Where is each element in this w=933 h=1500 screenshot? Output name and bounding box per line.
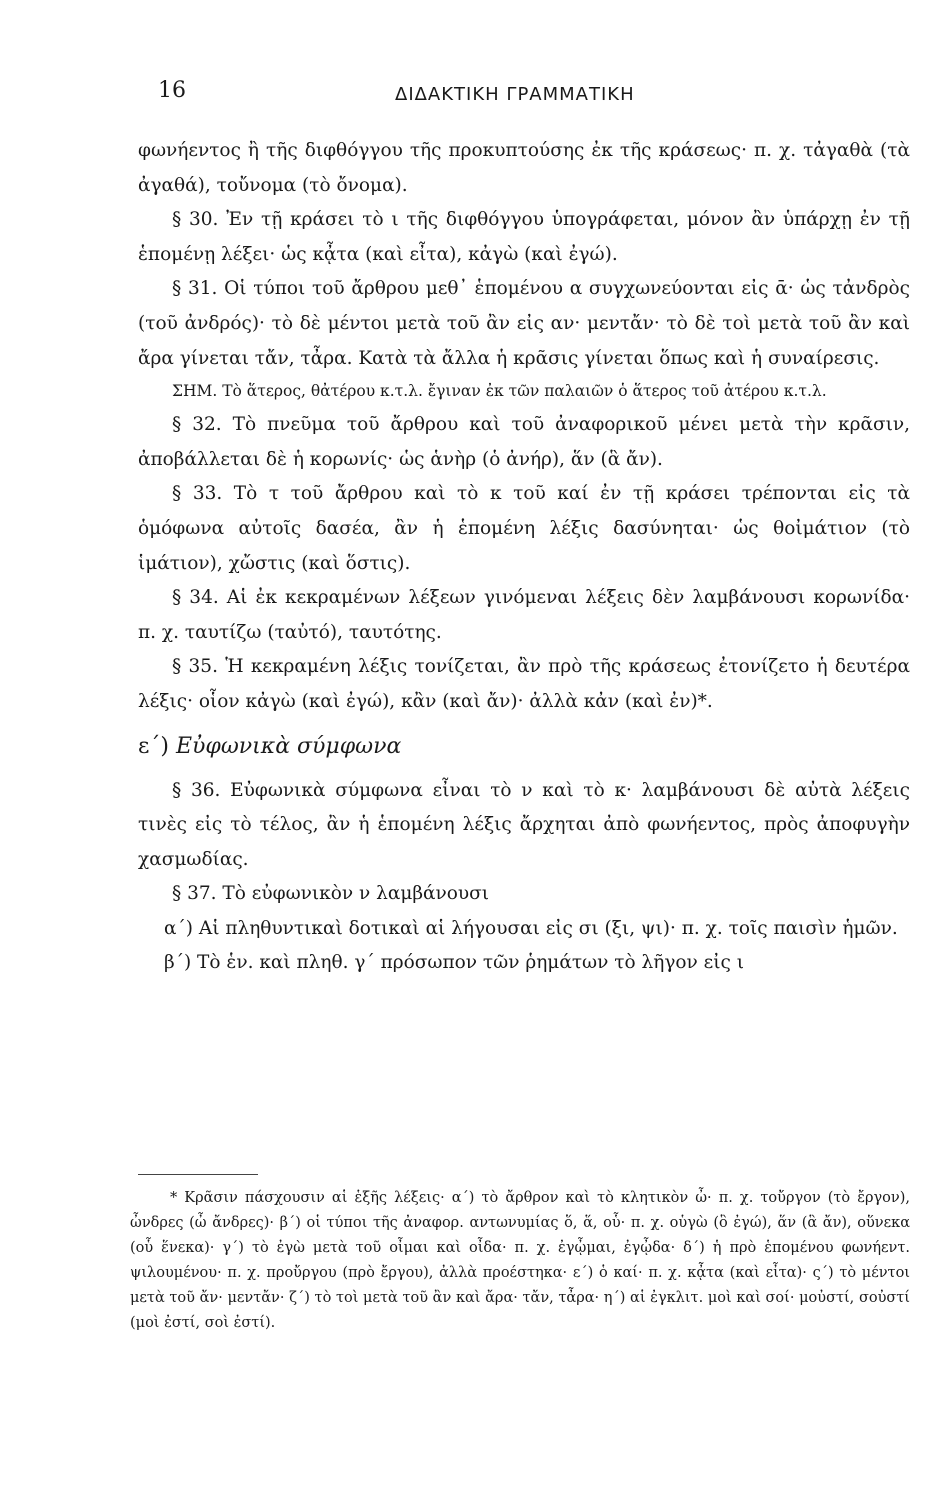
section-label: ε΄) [138,733,169,759]
running-title: ΔΙΔΑΚΤΙΚΗ ΓΡΑΜΜΑΤΙΚΗ [395,84,635,105]
paragraph-section-34: § 34. Αἱ ἐκ κεκραμένων λέξεων γινόμεναι λέξεις δὲν λαμβάνουσι κορωνίδα· π. χ. ταυτίζω (ταὐτό), ταυτότης. [138,587,910,643]
paragraph-section-33: § 33. Τὸ τ τοῦ ἄρθρου καὶ τὸ κ τοῦ καί ἐν τῇ κράσει τρέπονται εἰς τὰ ὁμόφωνα αὐτοῖς δασέα, ἂν ἡ ἑπομένη λέξις δασύνηται· ὡς θοἰμάτιον (τὸ ἱμάτιον), χὤστις (καὶ ὅστις). [138,483,910,574]
page-header [0,78,933,118]
paragraph-section-36: § 36. Εὐφωνικὰ σύμφωνα εἶναι τὸ ν καὶ τὸ κ· λαμβάνουσι δὲ αὐτὰ λέξεις τινὲς εἰς τὸ τέλος, ἂν ἡ ἑπομένη λέξις ἄρχηται ἀπὸ φωνήεντος, πρὸς ἀποφυγὴν χασμωδίας. [138,779,910,870]
list-item-beta: β΄) Τὸ ἑν. καὶ πληθ. γ΄ πρόσωπον τῶν ῥημάτων τὸ λῆγον εἰς ι [164,952,744,974]
paragraph-section-35: § 35. Ἡ κεκραμένη λέξις τονίζεται, ἂν πρὸ τῆς κράσεως ἐτονίζετο ἡ δευτέρα λέξις· οἷον κἀγὼ (καὶ ἐγώ), κἂν (καὶ ἄν)· ἀλλὰ κἀν (καὶ ἐν)*. [138,656,910,712]
main-text [138,134,910,981]
section-title: Εὐφωνικὰ σύμφωνα [175,733,402,759]
paragraph-section-37: § 37. Τὸ εὐφωνικὸν ν λαμβάνουσι [172,883,490,905]
page-number: 16 [158,78,186,103]
paragraph-continuation: φωνήεντος ἢ τῆς διφθόγγου τῆς προκυπτούσης ἐκ τῆς κράσεως· π. χ. τἀγαθὰ (τὰ ἀγαθά), τοὔνομα (τὸ ὄνομα). [138,140,910,196]
paragraph-section-32: § 32. Τὸ πνεῦμα τοῦ ἄρθρου καὶ τοῦ ἀναφορικοῦ μένει μετὰ τὴν κρᾶσιν, ἀποβάλλεται δὲ ἡ κορωνίς· ὡς ἁνὴρ (ὁ ἀνήρ), ἅν (ἃ ἄν). [138,414,910,470]
paragraph-section-30: § 30. Ἐν τῇ κράσει τὸ ι τῆς διφθόγγου ὑπογράφεται, μόνον ἂν ὑπάρχῃ ἐν τῇ ἑπομένῃ λέξει· ὡς κᾆτα (καὶ εἶτα), κἀγὼ (καὶ ἐγώ). [138,209,910,265]
list-item-alpha: α΄) Αἱ πληθυντικαὶ δοτικαὶ αἱ λήγουσαι εἰς σι (ξι, ψι)· π. χ. τοῖς παισὶν ἡμῶν. [164,917,898,939]
note-paragraph: ΣΗΜ. Τὸ ἅτερος, θἀτέρου κ.τ.λ. ἔγιναν ἐκ τῶν παλαιῶν ὁ ἅτερος τοῦ ἀτέρου κ.τ.λ. [172,382,827,401]
paragraph-section-31: § 31. Οἱ τύποι τοῦ ἄρθρου μεθ᾽ ἑπομένου α συγχωνεύονται εἰς ᾱ· ὡς τἀνδρὸς (τοῦ ἀνδρός)· τὸ δὲ μέντοι μετὰ τοῦ ἂν εἰς αν· μεντἄν· τὸ δὲ τοὶ μετὰ τοῦ ἂν καὶ ἄρα γίνεται τἄν, τἆρα. Κατὰ τὰ ἄλλα ἡ κρᾶσις γίνεται ὅπως καὶ ἡ συναίρεσις. [138,278,910,369]
footnote-divider [138,1174,258,1175]
section-heading [138,720,910,774]
footnote-block [130,1186,910,1336]
footnote-text: * Κρᾶσιν πάσχουσιν αἱ ἑξῆς λέξεις· α΄) τὸ ἄρθρον καὶ τὸ κλητικὸν ὦ· π. χ. τοὔργον (τὸ ἔργον), ὦνδρες (ὦ ἄνδρες)· β΄) οἱ τύποι τῆς ἀναφορ. αντωνυμίας ὅ, ἅ, οὗ· π. χ. οὑγὼ (ὃ ἐγώ), ἅν (ἃ ἄν), οὕνεκα (οὗ ἕνεκα)· γ΄) τὸ ἐγὼ μετὰ τοῦ οἶμαι καὶ οἶδα· π. χ. ἐγᾦμαι, ἐγᾦδα· δ΄) ἡ πρὸ ἑπομένου φωνήεντ. ψιλουμένου· π. χ. προὔργου (πρὸ ἔργου), ἀλλὰ προέστηκα· ε΄) ὁ καί· π. χ. κᾆτα (καὶ εἶτα)· ς΄) τὸ μέντοι μετὰ τοῦ ἄν· μεντἄν· ζ΄) τὸ τοὶ μετὰ τοῦ ἂν καὶ ἄρα· τἄν, τἆρα· η΄) αἱ ἐγκλιτ. μοὶ καὶ σοί· μοὐστί, σοὐστί (μοὶ ἐστί, σοὶ ἐστί). [130,1190,910,1331]
